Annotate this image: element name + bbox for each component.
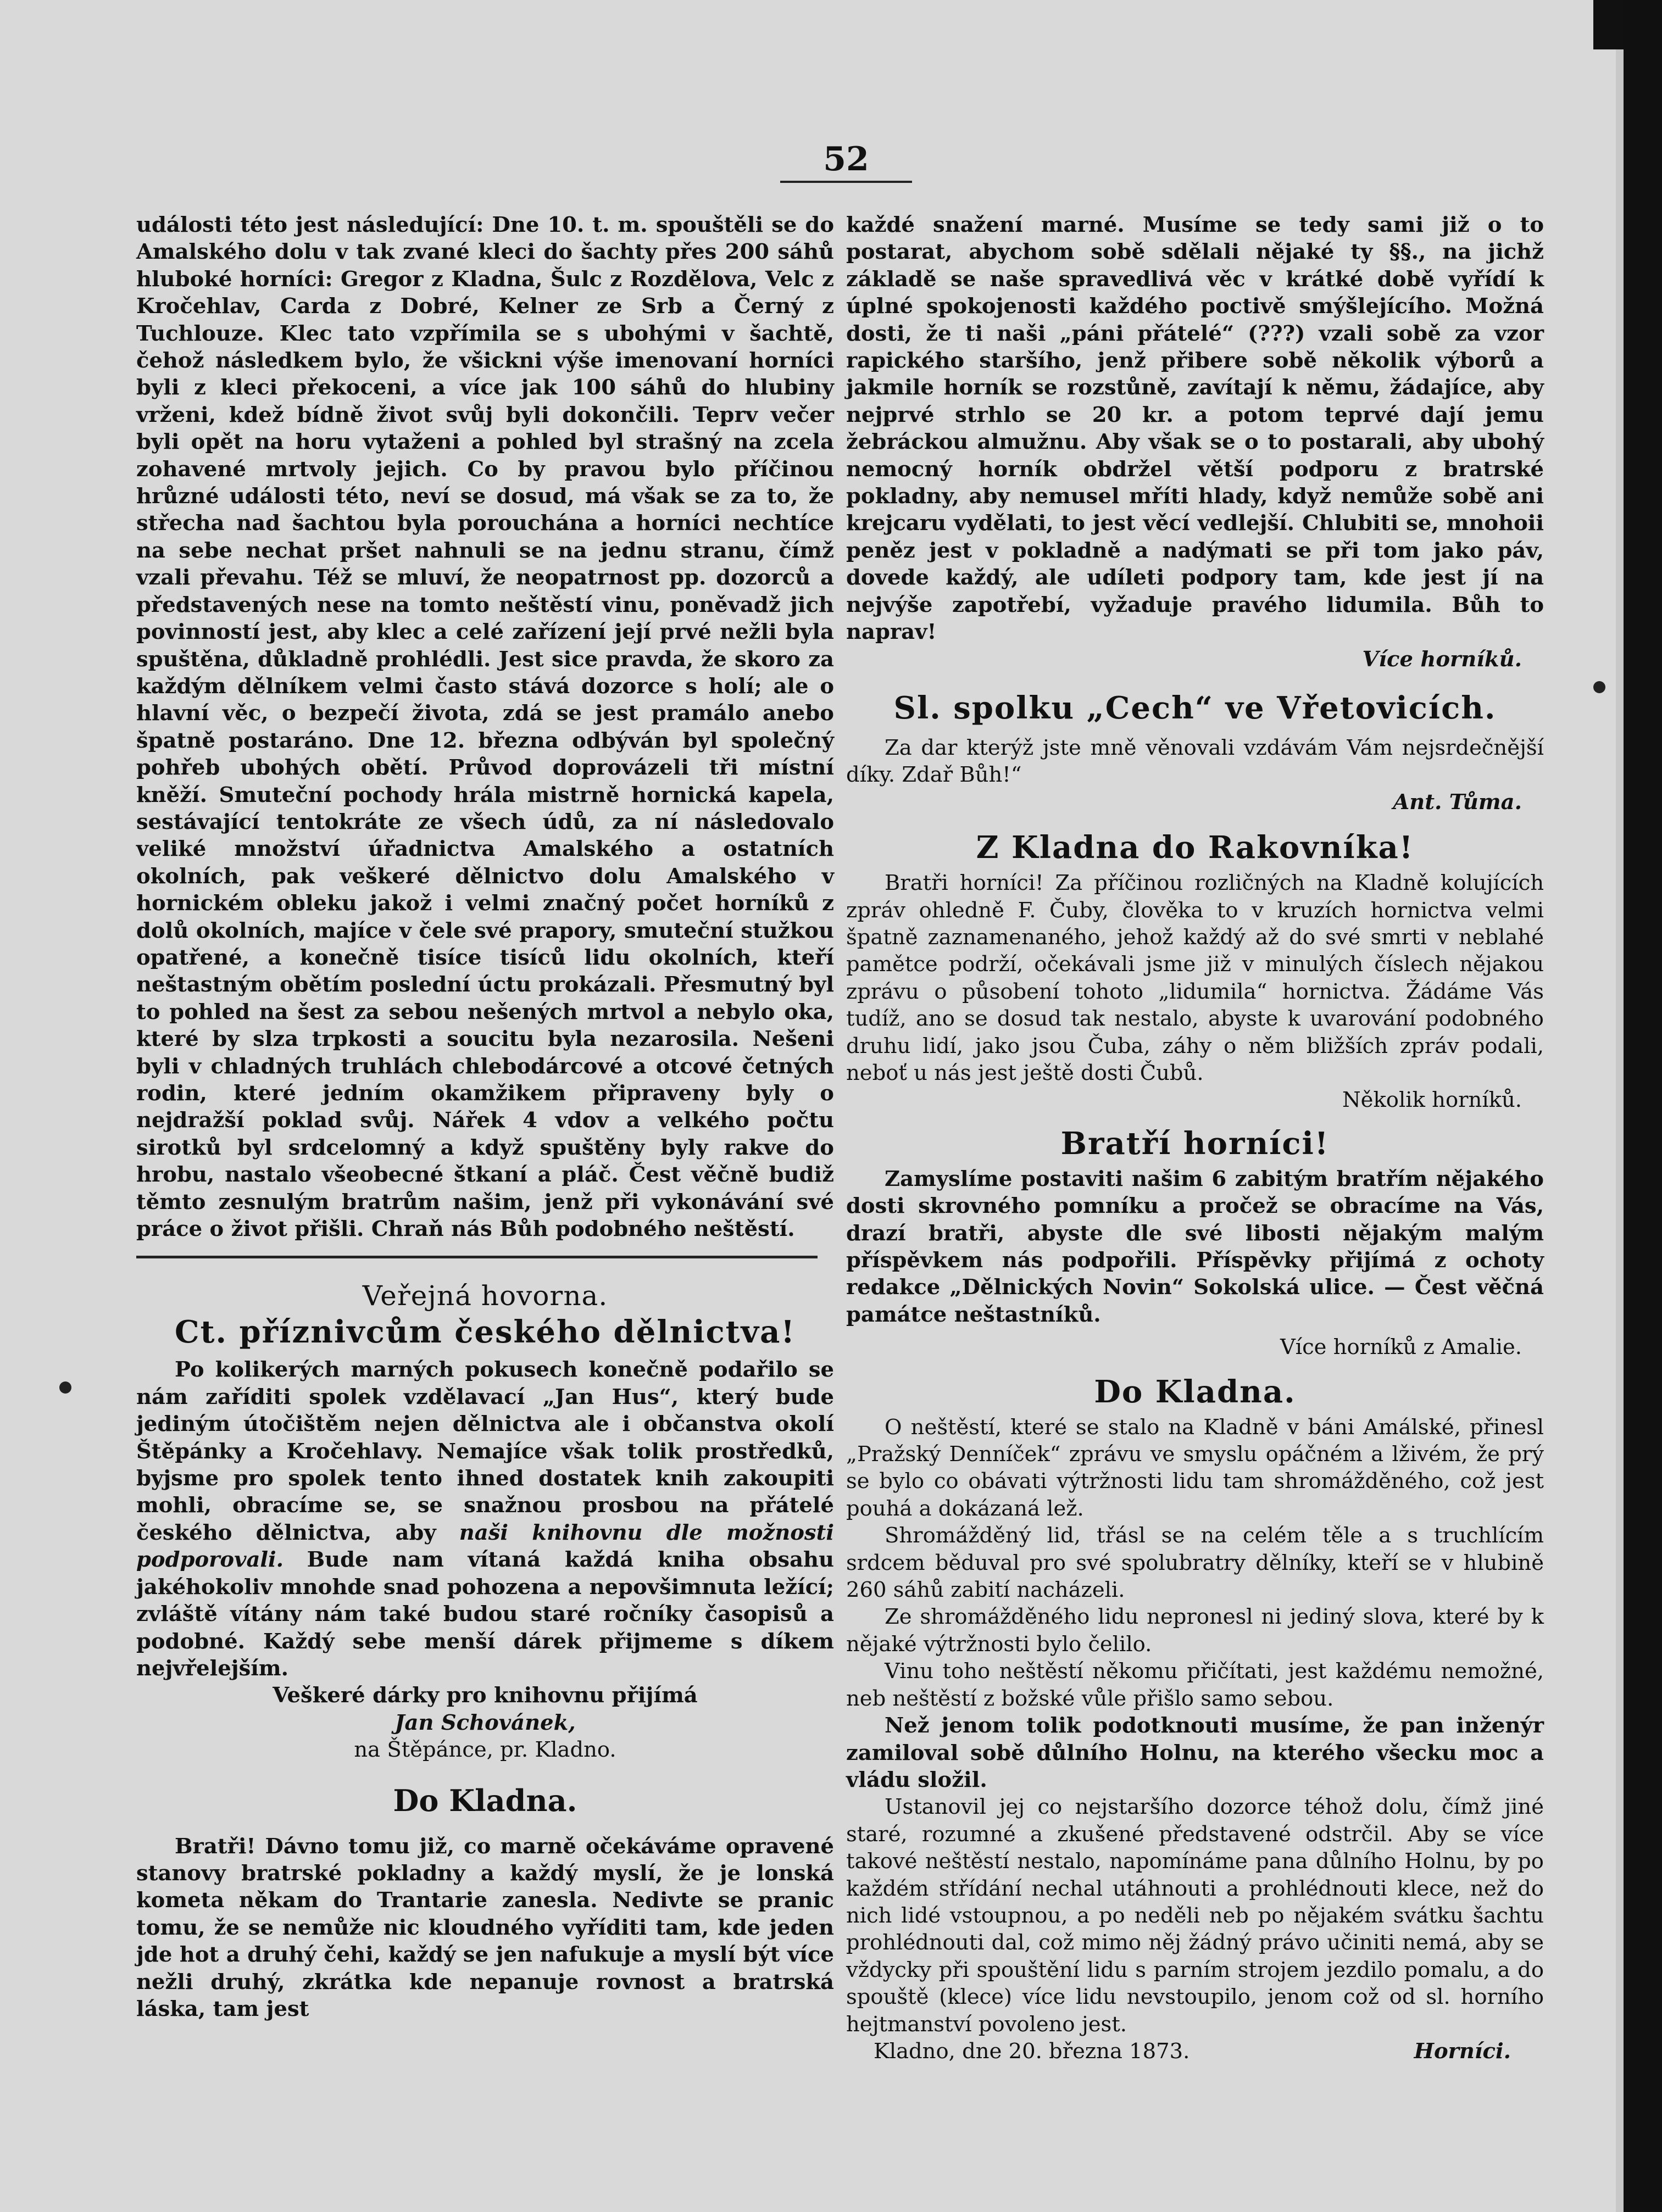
kladna2-p3: Ze shromážděného lidu nepronesl ni jediný slova, které by k nějaké výtržnosti bylo čelilo. [846,1604,1544,1657]
spolek-signature: Ant. Tůma. [1393,789,1522,815]
spolek-title: Sl. spolku „Cech“ ve Vřetovicích. [893,689,1497,726]
rakovnik-signature: Několik horníků. [1342,1088,1522,1113]
continuation-paragraph: každé snažení marné. Musíme se tedy sami již o to postarat, abychom sobě sdělali nějaké ty §§., na jichž základě se naše spravedlivá věc v krátké době vyřídí k úplné spokojenosti každého poctivě smýšlejícího. Možná dosti, že ti naši „páni přátelé“ (???) vzali sobě za vzor rapického staršího, jenž přibere sobě několik výborů a jakmile horník se rozstůně, zavítají k němu, žádajíce, aby nejprvé strhlo se 20 kr. a potom teprvé dají jemu žebráckou almužnu. Aby však se o to postarali, aby ubohý nemocný horník obdržel větší podporu z bratrské pokladny, aby nemusel mříti hlady, když nemůže sobě ani krejcaru vydělati, to jest věcí vedlejší. Chlubiti se, mnohoii peněz jest v pokladně a nadýmati se při tom jako páv, dovede každý, ale udíleti podpory tam, kde jest jí na nejvýše zapotřebí, vyžaduje pravého lidumila. Bůh to naprav! [846,213,1544,645]
kladna2-title: Do Kladna. [1094,1373,1296,1410]
kladna2-p5: Než jenom tolik podotknouti musíme, že pan inženýr zamiloval sobě důlního Holnu, na kterého všecku moc a vládu složil. [846,1713,1544,1792]
right-column [846,211,1544,2065]
bratri-text: Zamyslíme postaviti našim 6 zabitým bratřím nějakého dosti skrovného pomníku a pročež se obracíme na Vás, drazí bratři, abyste dle své libosti nějakým malým příspěvkem nás podpořili. Příspěvky přijímá z ochoty redakce „Dělnických Novin“ Sokolská ulice. — Čest věčná památce neštastníků. [846,1166,1544,1327]
left-column [136,211,834,2022]
kladna2-p6: Ustanovil jej co nejstaršího dozorce téhož dolu, čímž jiné staré, rozumné a zkušené představené odstrčil. Aby se více takové neštěstí nestalo, napomínáme pana důlního Holnu, by po každém střídání nechal utáhnouti a prohlédnouti klece, než do nich lidé vstoupnou, a po neděli neb po nějakém svátku šachtu prohlédnouti dal, což mimo něj žádný právo učiniti nemá, aby se vždycky při spouštění lidu s parním strojem jezdilo pomalu, a do spouště (klece) více lidu nevstoupilo, jenom což od sl. horního hejtmanství povoleno jest. [846,1795,1544,2037]
footer-signature: Horníci. [1414,2038,1511,2064]
kladna-paragraph: Bratři! Dávno tomu již, co marně očekáváme opravené stanovy bratrské pokladny a každý myslí, že je lonská kometa někam do Trantarie zanesla. Nedivte se pranic tomu, že se nemůže nic kloudného vyříditi tam, kde jeden jde hot a druhý čehi, každý se jen nafukuje a myslí být více nežli druhý, zkrátka kde nepanuje rovnost a bratrská láska, tam jest [136,1834,834,2021]
donation-line: Veškeré dárky pro knihovnu přijímá [273,1683,698,1708]
donation-name: Jan Schovánek, [394,1710,576,1735]
footer-place-date: Kladno, dne 20. března 1873. [874,2038,1190,2064]
bratri-title: Bratří horníci! [1060,1125,1330,1162]
kladna-title: Do Kladna. [393,1782,577,1818]
film-edge [1624,0,1662,2212]
page-number: 52 [780,140,912,183]
film-corner-mark [1593,0,1624,49]
kladna2-p4: Vinu toho neštěstí někomu přičítati, jest každému nemožné, neb neštěstí z božské vůle přišlo samo sebou. [846,1659,1544,1711]
hovorna-paragraph: Po kolikerých marných pokusech konečně podařilo se nám zaříditi spolek vzdělavací „Jan Hus“, který bude jediným útočištěm nejen dělnictva ale i občanstva okolí Štěpánky a Kročehlavy. Nemajíce však tolik prostředků, byjsme pro spolek tento ihned dostatek knih zakoupiti mohli, obracíme se, se snažnou prosbou na přátelé českého dělnictva, aby naši knihovnu dle možnosti podporovali. Bude nam vítaná každá kniha obsahu jakéhokoliv mnohde snad pohozena a nepovšimnuta ležící; zvláště vítány nám také budou staré ročníky časopisů a podobné. Každý sebe menší dárek přijmeme s díkem nejvřelejším. [136,1357,834,1681]
film-margin [1616,0,1624,2212]
donation-place: na Štěpánce, pr. Kladno. [354,1737,616,1763]
bratri-signature: Více horníků z Amalie. [1280,1335,1522,1360]
spolek-text: Za dar kterýž jste mně věnovali vzdávám Vám nejsrdečnější díky. Zdař Bůh!“ [846,735,1544,788]
continuation-signature: Více horníků. [1362,647,1522,672]
scan-dot [1593,681,1605,693]
section-title: Veřejná hovorna. [362,1280,608,1312]
scan-dot [59,1381,71,1394]
rakovnik-text: Bratři horníci! Za příčinou rozličných na Kladně kolujících zpráv ohledně F. Čuby, člověka to v kruzích hornictva velmi špatně zaznamenaného, jehož každý až do své smrti v neblahé pamětce podrží, očekávali jsme již v minulých číslech nějakou zprávu o působení tohoto „lidumila“ hornictva. Žádáme Vás tudíž, ano se dosud tak nestalo, abyste k uvarování podobného druhu lidí, jako jsou Čuba, záhy o něm bližších zpráv podali, neboť u nás jest ještě dosti Čubů. [846,871,1544,1085]
address-title: Ct. příznivcům českého dělnictva! [175,1314,796,1351]
rakovnik-title: Z Kladna do Rakovníka! [976,829,1414,866]
accident-report: události této jest následující: Dne 10. t. m. spouštěli se do Amalského dolu v tak zvané kleci do šachty přes 200 sáhů hluboké horníci: Gregor z Kladna, Šulc z Rozdělova, Velc z Kročehlav, Carda z Dobré, Kelner ze Srb a Černý z Tuchlouze. Klec tato vzpřímila se s ubohými v šachtě, čehož následkem bylo, že všickni výše imenovaní horníci byli z kleci překoceni, a více jak 100 sáhů do hlubiny vrženi, kdež bídně život svůj byli dokončili. Teprv večer byli opět na horu vytaženi a pohled byl strašný na zcela zohavené mrtvoly jejich. Co by pravou bylo příčinou hrůzné události této, neví se dosud, má však se za to, že střecha nad šachtou byla porouchána a horníci nechtíce na sebe nechat pršet nahnuli se na jednu stranu, čímž vzali převahu. Též se mluví, že neopatrnost pp. dozorců a představených nese na tomto neštěstí vinu, poněvadž jich povinností jest, aby klec a celé zařízení její prvé nežli byla spuštěna, důkladně prohlédli. Jest sice pravda, že skoro za každým dělníkem velmi často stává dozorce s holí; ale o hlavní věc, o bezpečí života, zdá se jest pramálo anebo špatně postaráno. Dne 12. března odbýván byl společný pohřeb ubohých obětí. Průvod doprovázeli tři místní kněží. Smuteční pochody hrála mistrně hornická kapela, sestávající tentokráte ze všech údů, za ní následovalo veliké množství úřadnictva Amalského a ostatních okolních, pak veškeré dělnictvo dolu Amalského v hornickém obleku jakož i velmi značný počet horníků z dolů okolních, majíce v čele své prapory, smuteční stužkou opatřené, a konečně tisíce tisíců lidu okolních, kteří neštastným obětím poslední úctu prokázali. Přesmutný byl to pohled na šest za sebou nešených mrtvol a nebylo oka, které by slza trpkosti a soucitu byla nezarosila. Nešeni byli v chladných truhlách chlebodárcové a otcové četných rodin, které jedním okamžikem připraveny byly o nejdražší poklad svůj. Nářek 4 vdov a velkého počtu sirotků byl srdcelomný a když spuštěny byly rakve do hrobu, nastalo všeobecné štkaní a pláč. Čest věčně budiž těmto zesnulým bratrům našim, jenž při vykonávání své práce o život přišli. Chraň nás Bůh podobného neštěstí. [136,213,834,1242]
footer-line [846,2038,1544,2065]
kladna2-p1: O neštěstí, které se stalo na Kladně v báni Amálské, přinesl „Pražský Denníček“ zprávu ve smyslu opáčném a lživém, že prý se bylo co obávati výtržnosti lidu tam shromážděného, což jest pouhá a dokázaná lež. [846,1414,1544,1521]
column-divider [136,1256,818,1258]
kladna2-p2: Shromážděný lid, třásl se na celém těle a s truchlícím srdcem běduval pro své spolubratry dělníky, kteří se v hlubině 260 sáhů zabití nacházeli. [846,1523,1544,1603]
